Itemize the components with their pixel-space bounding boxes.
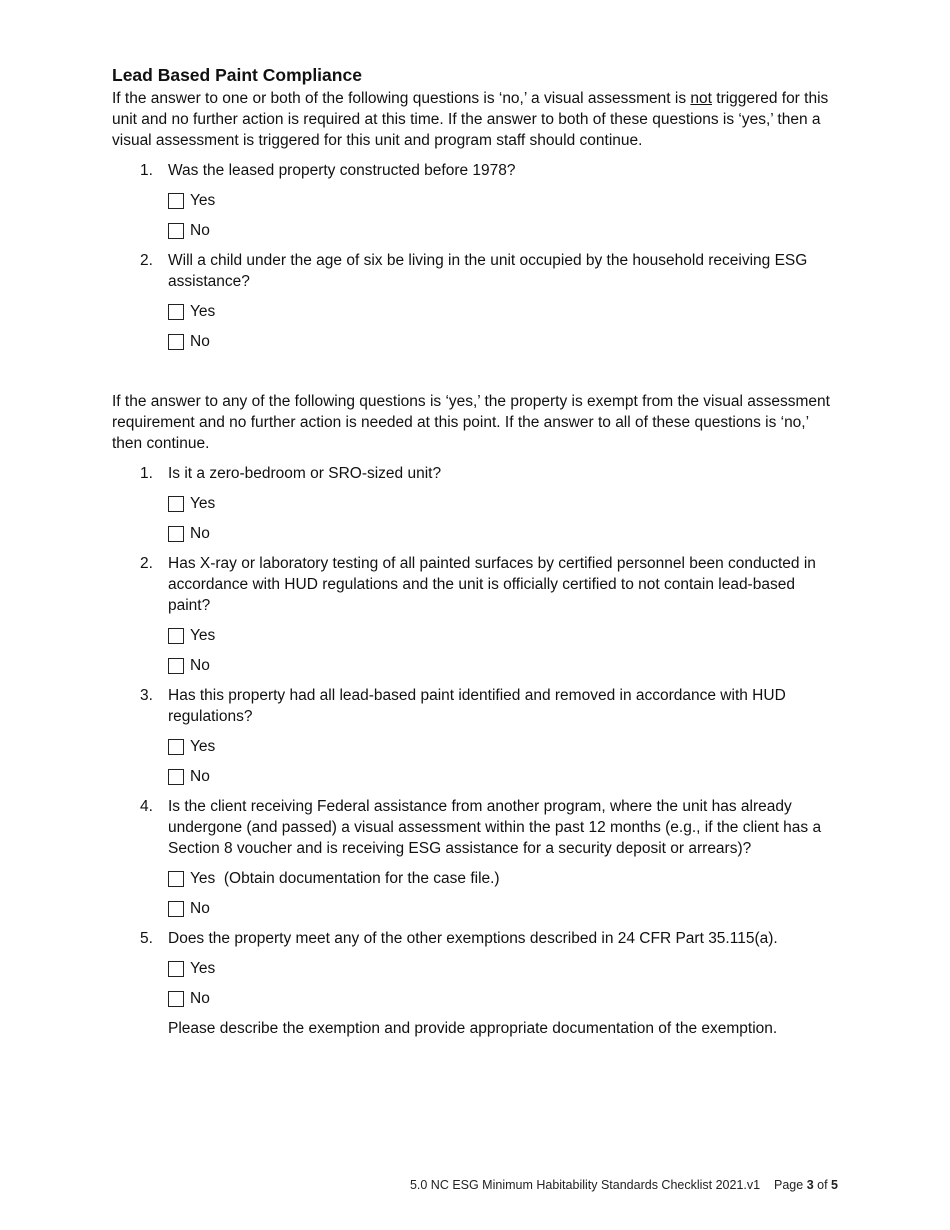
yes-checkbox[interactable] — [168, 496, 184, 512]
no-checkbox[interactable] — [168, 223, 184, 239]
footer-page-total: 5 — [831, 1178, 838, 1192]
yes-label: Yes — [190, 627, 216, 644]
exemption-question-1: 1. Is it a zero-bedroom or SRO-sized unit? Yes No — [112, 463, 832, 544]
no-checkbox[interactable] — [168, 658, 184, 674]
yes-label: Yes (Obtain documentation for the case file.) — [190, 870, 500, 887]
no-label: No — [190, 768, 210, 785]
yes-checkbox[interactable] — [168, 628, 184, 644]
footer-page-label: Page — [774, 1178, 804, 1192]
section-title: Lead Based Paint Compliance — [112, 65, 362, 85]
no-checkbox[interactable] — [168, 334, 184, 350]
part2-question-list — [112, 463, 832, 1039]
emphasis-not: not — [690, 90, 712, 107]
no-checkbox[interactable] — [168, 769, 184, 785]
yes-checkbox[interactable] — [168, 871, 184, 887]
exemption-question-4: 4. Is the client receiving Federal assistance from another program, where the unit has already undergone (and passed) a visual assessment within the past 12 months (e.g., if the client has a Section 8 voucher and is receiving ESG assistance for a security deposit or arrears)? Yes (Obtain documentation for the case file.) No — [112, 796, 832, 919]
yes-checkbox[interactable] — [168, 193, 184, 209]
no-label: No — [190, 333, 210, 350]
question-text: Is it a zero-bedroom or SRO-sized unit? — [168, 465, 442, 482]
question-text: Has X-ray or laboratory testing of all painted surfaces by certified personnel been conducted in accordance with HUD regulations and the unit is officially certified to not contain lead-based paint? — [168, 555, 816, 614]
question-text: Was the leased property constructed before 1978? — [168, 162, 516, 179]
no-checkbox[interactable] — [168, 526, 184, 542]
exemption-question-3: 3. Has this property had all lead-based paint identified and removed in accordance with HUD regulations? Yes No — [112, 685, 832, 787]
question-text: Does the property meet any of the other exemptions described in 24 CFR Part 35.115(a). — [168, 930, 778, 947]
yes-checkbox[interactable] — [168, 961, 184, 977]
yes-label: Yes — [190, 303, 216, 320]
no-label: No — [190, 900, 210, 917]
no-label: No — [190, 990, 210, 1007]
section-intro: If the answer to one or both of the following questions is ‘no,’ a visual assessment is not triggered for this unit and no further action is required at this time. If the answer to both of these questions is ‘yes,’ then a visual assessment is triggered for this unit and program staff should continue. — [112, 90, 829, 149]
yes-label: Yes — [190, 738, 216, 755]
footer-page-current: 3 — [806, 1178, 814, 1192]
document-page — [112, 64, 832, 1039]
question-2: 2. Will a child under the age of six be living in the unit occupied by the household receiving ESG assistance? Yes No — [112, 250, 832, 352]
no-label: No — [190, 657, 210, 674]
exemption-note: Please describe the exemption and provide appropriate documentation of the exemption. — [168, 1020, 778, 1037]
no-checkbox[interactable] — [168, 991, 184, 1007]
no-label: No — [190, 525, 210, 542]
footer-page-of: of — [817, 1178, 828, 1192]
question-text: Is the client receiving Federal assistance from another program, where the unit has already undergone (and passed) a visual assessment within the past 12 months (e.g., if the client has a Section 8 voucher and is receiving ESG assistance for a security deposit or arrears)? — [168, 798, 822, 857]
question-text: Has this property had all lead-based paint identified and removed in accordance with HUD regulations? — [168, 687, 786, 725]
part2-intro: If the answer to any of the following questions is ‘yes,’ the property is exempt from the visual assessment requirement and no further action is needed at this point. If the answer to all of these questions is ‘no,’ then continue. — [112, 393, 830, 452]
yes-label: Yes — [190, 192, 216, 209]
yes-checkbox[interactable] — [168, 304, 184, 320]
footer-doc-title: 5.0 NC ESG Minimum Habitability Standards Checklist 2021.v1 — [409, 1178, 761, 1192]
no-checkbox[interactable] — [168, 901, 184, 917]
page-footer — [410, 1175, 838, 1196]
question-1: 1. Was the leased property constructed before 1978? Yes No — [112, 160, 832, 241]
yes-label: Yes — [190, 960, 216, 977]
yes-checkbox[interactable] — [168, 739, 184, 755]
exemption-question-2: 2. Has X-ray or laboratory testing of all painted surfaces by certified personnel been conducted in accordance with HUD regulations and the unit is officially certified to not contain lead-based paint? Yes No — [112, 553, 832, 676]
yes-label: Yes — [190, 495, 216, 512]
no-label: No — [190, 222, 210, 239]
exemption-question-5: 5. Does the property meet any of the other exemptions described in 24 CFR Part 35.115(a). Yes No Please describe the exemption and provide appropriate documentation of the exemption. — [112, 928, 832, 1039]
question-text: Will a child under the age of six be living in the unit occupied by the household receiving ESG assistance? — [168, 252, 808, 290]
part1-question-list — [112, 160, 832, 352]
